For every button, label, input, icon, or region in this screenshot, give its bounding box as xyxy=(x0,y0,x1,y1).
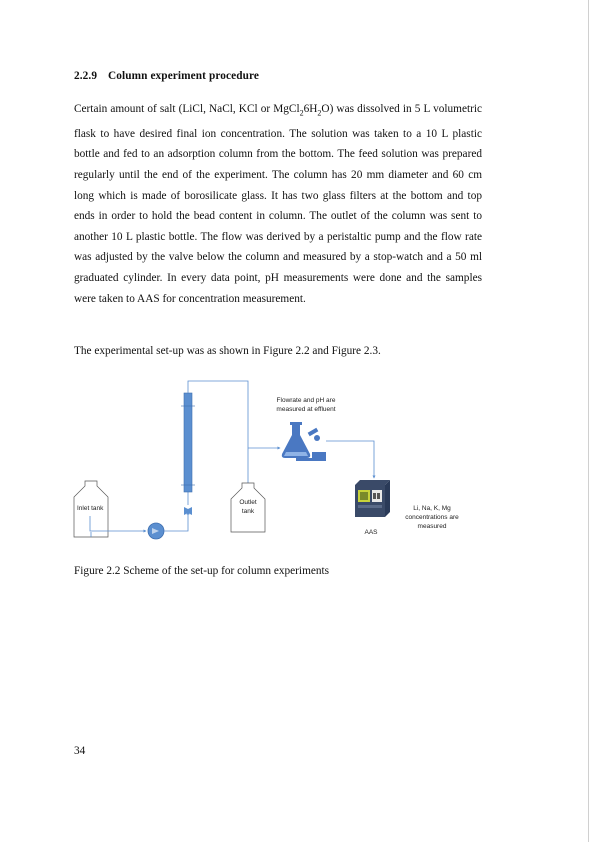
section-title: Column experiment procedure xyxy=(108,70,260,82)
peristaltic-pump xyxy=(148,523,164,539)
subscript: 2 xyxy=(317,108,322,118)
inlet-tank xyxy=(74,481,108,537)
setup-intro-paragraph: The experimental set-up was as shown in Figure 2.2 and Figure 2.3. xyxy=(74,345,381,357)
adsorption-column xyxy=(181,383,195,505)
outlet-tank-label-line1: Outlet xyxy=(239,499,257,506)
section-heading xyxy=(74,70,259,82)
setup-scheme-diagram xyxy=(60,372,520,557)
flow-note-line2: measured at effluent xyxy=(276,406,336,413)
page-edge-rule xyxy=(588,0,589,842)
pipe-column-to-outlet xyxy=(188,381,248,488)
aas-note-line3: measured xyxy=(417,523,447,530)
pipe-pump-to-column xyxy=(164,512,188,531)
subscript: 2 xyxy=(299,108,304,118)
flask-ph-meter-icon xyxy=(282,422,326,461)
figure-caption: Figure 2.2 Scheme of the set-up for column experiments xyxy=(74,565,330,577)
procedure-paragraph xyxy=(74,99,482,309)
aas-note-line2: concentrations are xyxy=(405,514,459,521)
paragraph-text: Certain amount of salt (LiCl, NaCl, KCl or MgCl xyxy=(74,103,300,115)
aas-note-line1: Li, Na, K, Mg xyxy=(413,505,451,512)
outlet-tank-label-line2: tank xyxy=(241,508,255,515)
flow-note-line1: Flowrate and pH are xyxy=(276,397,336,404)
paragraph-text: O) was dissolved in 5 L volumetric flask to have desired final ion concentration. The solution was taken to a 10 L plastic bottle and fed to an adsorption column from the bottom. The feed solution was prepared regularly until the end of the experiment. The column has 20 mm diameter and 60 cm long which is made of borosilicate glass. It has two glass filters at the bottom and top ends in order to hold the bead content in column. The outlet of the column was sent to another 10 L plastic bottle. The flow was derived by a peristaltic pump and the flow rate was adjusted by the valve below the column and measured by a stop-watch and a 50 ml graduated cylinder. In every data point, pH measurements were done and the samples were taken to AAS for concentration measurement. xyxy=(74,103,483,305)
aas-label: AAS xyxy=(364,529,378,536)
pipe-flask-to-aas xyxy=(326,441,374,478)
aas-instrument-icon xyxy=(355,480,390,517)
page-number: 34 xyxy=(74,745,86,757)
inlet-tank-label: Inlet tank xyxy=(77,505,104,512)
paragraph-text: 6H xyxy=(303,103,318,115)
outlet-tank xyxy=(231,483,265,532)
section-number: 2.2.9 xyxy=(74,70,98,82)
